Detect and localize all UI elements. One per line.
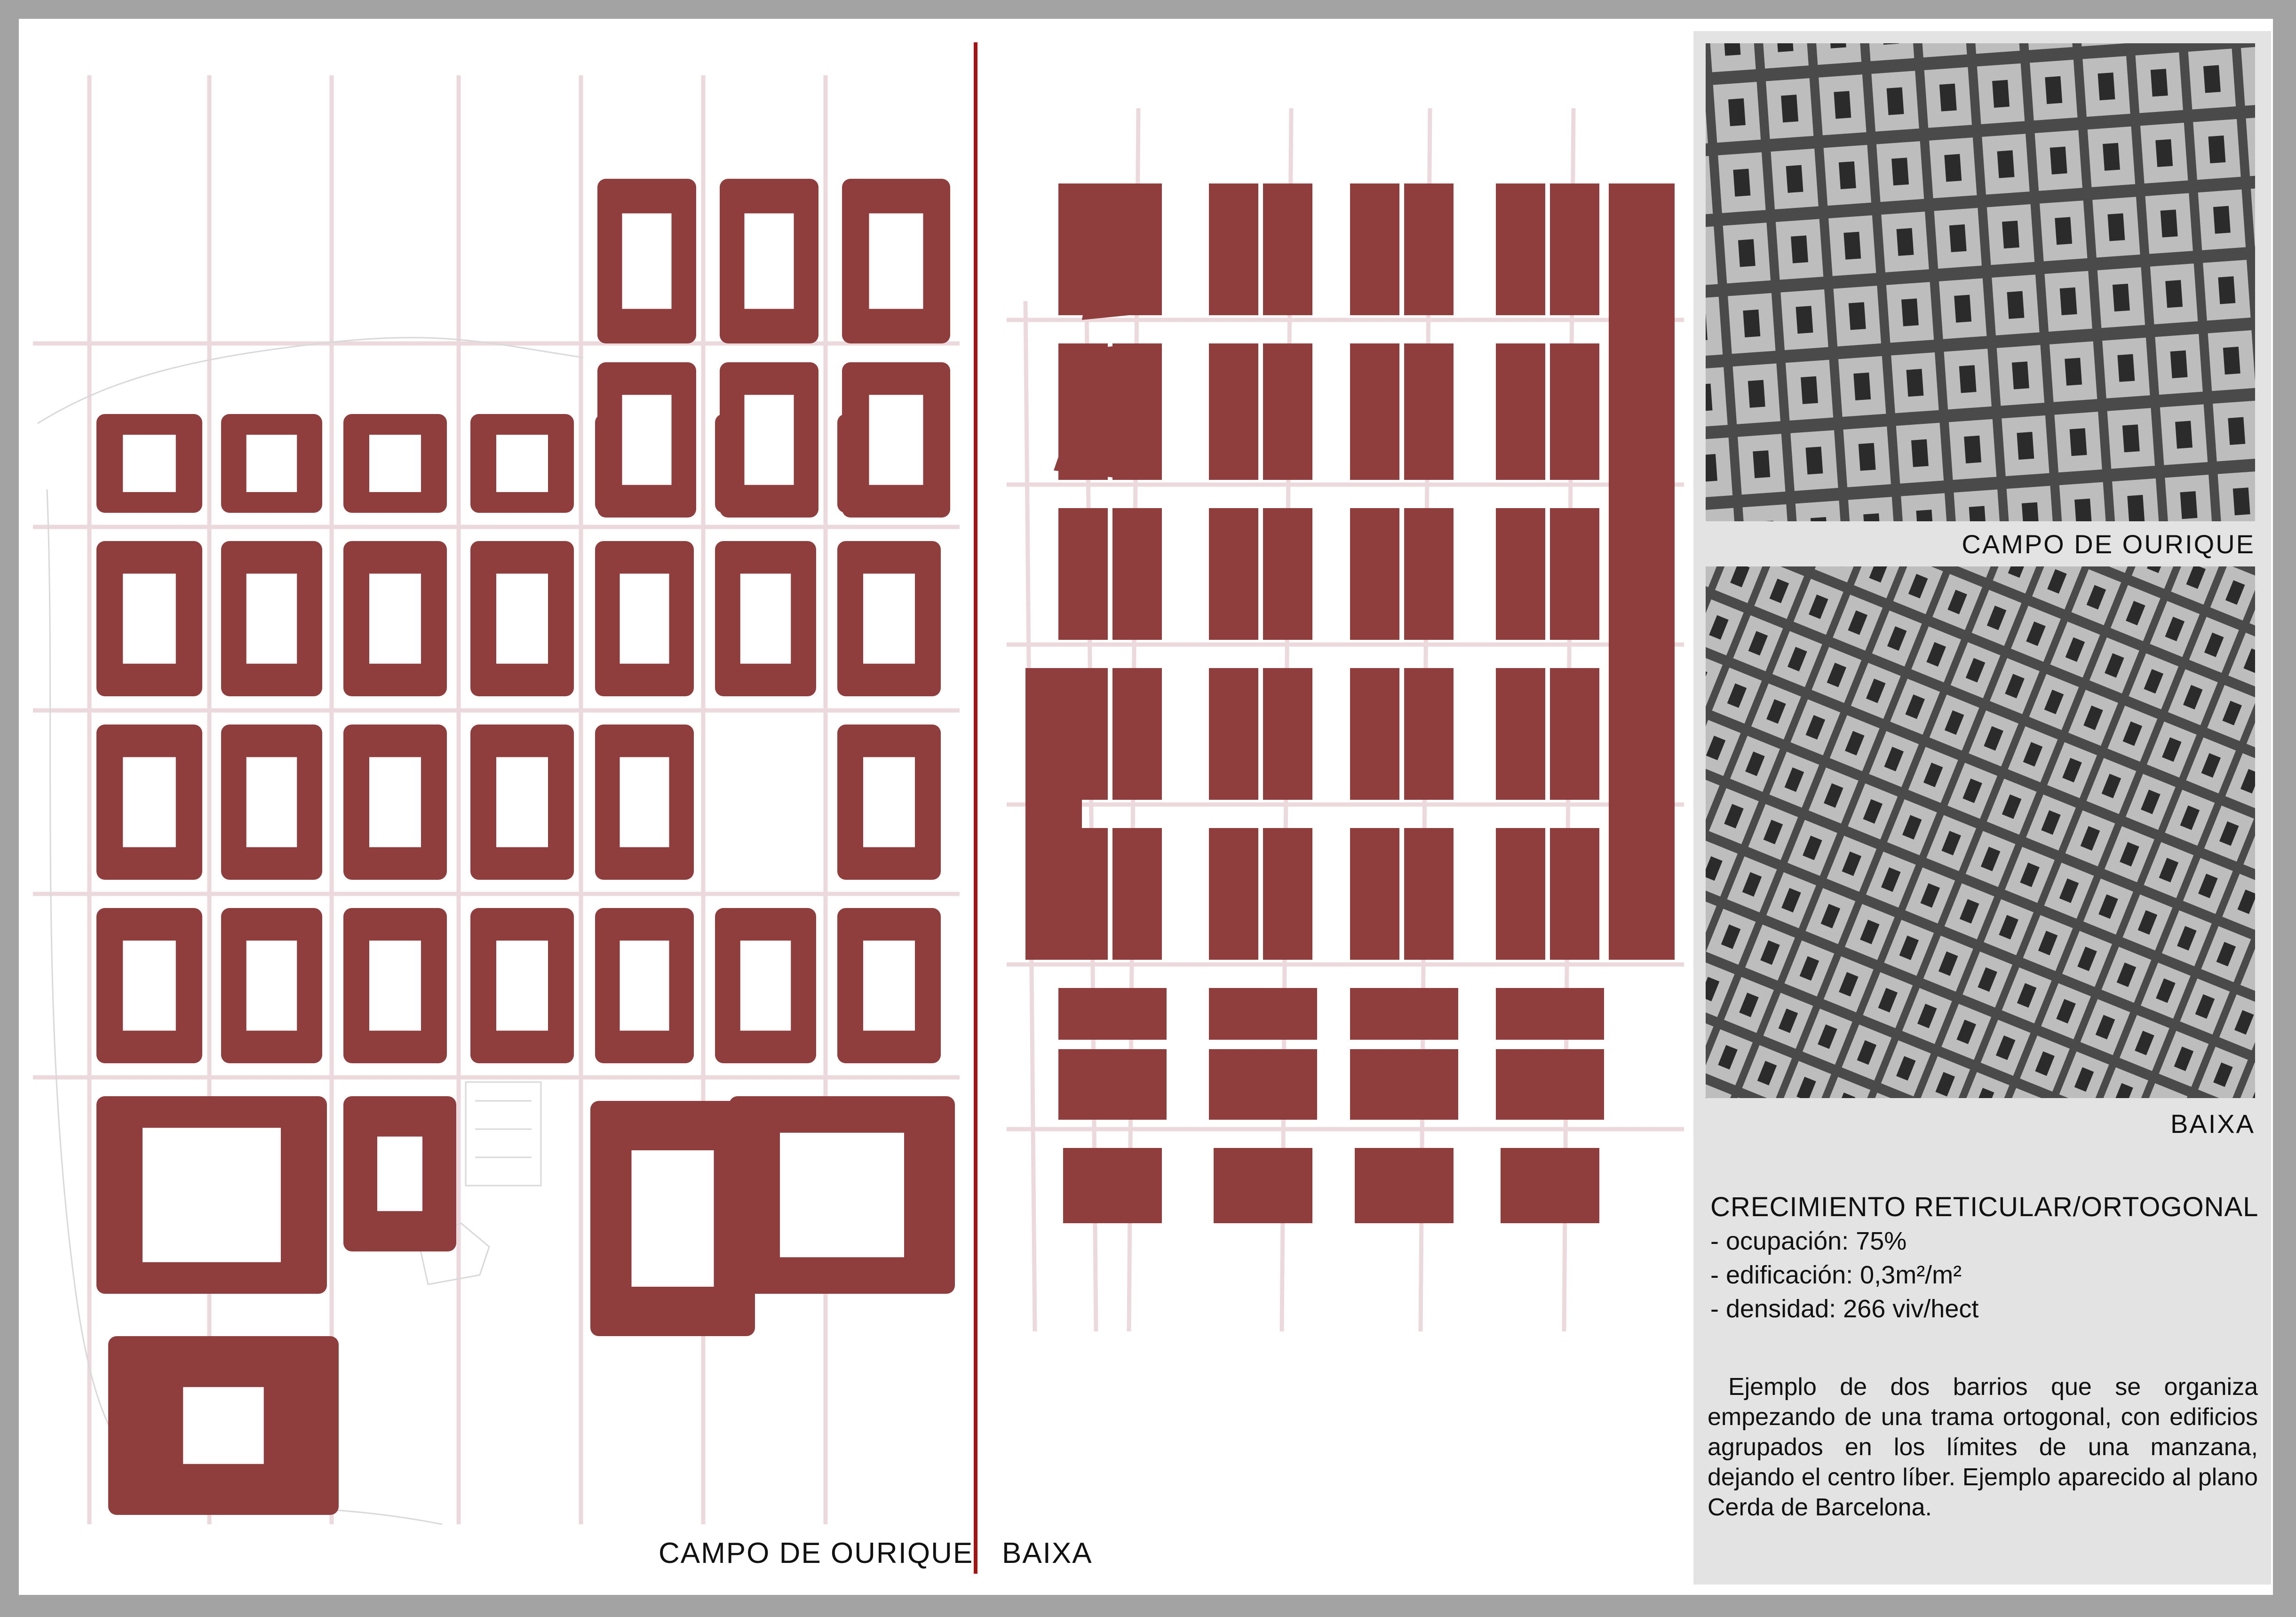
aerial-courtyard [2180, 491, 2198, 519]
campo-block-courtyard [863, 757, 915, 847]
aerial-courtyard [2065, 358, 2082, 385]
aerial-courtyard [1781, 95, 1798, 122]
campo-block-courtyard [496, 574, 548, 663]
aerial-courtyard [1969, 506, 1986, 521]
aerial-courtyard [1897, 228, 1914, 256]
baixa-block [1214, 1148, 1312, 1223]
campo-block-courtyard [369, 757, 421, 847]
aerial-courtyard [1834, 91, 1851, 119]
aerial-courtyard [2127, 495, 2145, 521]
baixa-block [1058, 508, 1108, 640]
aerial-courtyard [1743, 310, 1760, 337]
baixa-block [1263, 668, 1312, 800]
aerial-courtyard [1843, 232, 1861, 260]
aerial-courtyard [2161, 210, 2178, 238]
baixa-block [1496, 668, 1545, 800]
aerial-roof [1706, 508, 1738, 521]
campo-block-courtyard [869, 214, 923, 309]
aerial-courtyard [1801, 376, 1818, 404]
campo-block-courtyard [780, 1133, 904, 1258]
baixa-block [1404, 668, 1454, 800]
baixa-block [1550, 343, 1599, 480]
campo-block-courtyard [740, 574, 791, 663]
urban-block-plans [19, 19, 1684, 1595]
baixa-block [1350, 668, 1399, 800]
baixa-block [1209, 988, 1317, 1040]
aerial-courtyard [1839, 161, 1856, 189]
aerial-courtyard [1706, 454, 1717, 482]
aerial-roof [1867, 43, 1914, 61]
aerial-courtyard [2098, 72, 2115, 100]
baixa-block [1404, 828, 1454, 960]
campo-block-courtyard [377, 1137, 422, 1211]
baixa-block [1209, 508, 1258, 640]
stat-densidad: - densidad: 266 viv/hect [1710, 1295, 1979, 1323]
baixa-block [1058, 988, 1167, 1040]
baixa-block [1550, 183, 1599, 315]
campo-block-courtyard [123, 574, 176, 663]
baixa-block [1350, 828, 1399, 960]
campo-block-courtyard [246, 940, 297, 1030]
aerial-courtyard [2223, 347, 2240, 374]
aerial-courtyard [2022, 502, 2039, 521]
baixa-block [1112, 828, 1162, 960]
baixa-block [1350, 1049, 1458, 1120]
aerial-courtyard [1901, 298, 1919, 326]
outskirts-line [38, 338, 583, 423]
aerial-courtyard [1796, 306, 1813, 334]
baixa-block [1496, 343, 1545, 480]
aerial-courtyard [1891, 158, 1909, 185]
aerial-courtyard [2233, 487, 2250, 515]
baixa-block [1350, 988, 1458, 1040]
baixa-block [1355, 1148, 1454, 1223]
baixa-block [1496, 828, 1545, 960]
campo-block-courtyard [246, 757, 297, 847]
campo-block-courtyard [740, 940, 791, 1030]
baixa-block [1209, 668, 1258, 800]
drawing-sheet [19, 19, 2273, 1595]
aerial-courtyard [2117, 354, 2135, 382]
aerial-courtyard [1911, 439, 1929, 467]
campo-block-courtyard [632, 1150, 714, 1287]
campo-block-courtyard [620, 940, 669, 1030]
campo-block-courtyard [369, 940, 421, 1030]
aerial-courtyard [1791, 235, 1808, 263]
aerial-courtyard [2165, 280, 2183, 308]
description-paragraph: Ejemplo de dos barrios que se organiza empezando de una trama ortogonal, con edificios agrupados en los límites de una manzana, dejando el centro líber. Ejemplo aparecido al plano Cerda de Barcelona. [1708, 1373, 2258, 1521]
photo-caption-baixa: BAIXA [2170, 1109, 2255, 1139]
aerial-courtyard [2103, 143, 2120, 171]
baixa-block [1063, 1148, 1162, 1223]
aerial-courtyard [2175, 421, 2193, 448]
stat-edificacion: - edificación: 0,3m²/m² [1710, 1261, 1962, 1289]
campo-block-courtyard [246, 435, 297, 492]
baixa-block [1112, 508, 1162, 640]
campo-block-courtyard [123, 940, 176, 1030]
campo-block-courtyard [183, 1387, 264, 1464]
campo-block-courtyard [620, 574, 669, 663]
aerial-courtyard [2151, 69, 2168, 96]
campo-block-courtyard [369, 574, 421, 663]
aerial-courtyard [1863, 513, 1881, 521]
aerial-courtyard [1849, 302, 1866, 330]
aerial-courtyard [1786, 165, 1803, 193]
aerial-courtyard [1853, 373, 1871, 400]
aerial-courtyard [1954, 295, 1971, 323]
aerial-courtyard [1939, 84, 1957, 112]
baixa-block [1550, 668, 1599, 800]
aerial-courtyard [1738, 239, 1756, 267]
campo-block-courtyard [620, 757, 669, 847]
baixa-block [1496, 183, 1545, 315]
aerial-photo-campo-de-ourique [1706, 43, 2255, 521]
baixa-block [1501, 1148, 1599, 1223]
baixa-block [1496, 508, 1545, 640]
aerial-courtyard [2012, 361, 2029, 389]
aerial-courtyard [2060, 287, 2077, 315]
baixa-block [1058, 1049, 1167, 1120]
aerial-courtyard [2213, 206, 2231, 234]
baixa-block [1209, 343, 1258, 480]
campo-block-courtyard [369, 435, 421, 492]
baixa-block [1263, 828, 1312, 960]
aerial-courtyard [1944, 154, 1962, 182]
baixa-block [1496, 988, 1604, 1040]
baixa-block [1263, 343, 1312, 480]
aerial-photo-baixa [1706, 566, 2255, 1098]
aerial-courtyard [2155, 139, 2173, 167]
campo-block-courtyard [863, 940, 915, 1030]
plan-divider-line [974, 42, 977, 1574]
aerial-courtyard [1906, 369, 1923, 397]
campo-block-courtyard [496, 757, 548, 847]
baixa-block [1025, 668, 1082, 960]
baixa-block [1404, 343, 1454, 480]
campo-block-courtyard [622, 395, 672, 485]
aerial-courtyard [1964, 436, 1981, 463]
baixa-block [1209, 1049, 1317, 1120]
aerial-roof [1743, 504, 1790, 521]
aerial-courtyard [2002, 221, 2019, 248]
baixa-block [1209, 828, 1258, 960]
baixa-block [1112, 668, 1162, 800]
campo-block-courtyard [496, 435, 548, 492]
campo-block-courtyard [123, 757, 176, 847]
info-panel [1693, 31, 2271, 1585]
aerial-courtyard [1916, 510, 1933, 521]
aerial-courtyard [2045, 76, 2062, 104]
campo-block-courtyard [246, 574, 297, 663]
campo-block-courtyard [496, 940, 548, 1030]
aerial-courtyard [1733, 169, 1750, 197]
baixa-block [1404, 183, 1454, 315]
outskirts-building [466, 1082, 541, 1186]
aerial-courtyard [2203, 65, 2221, 93]
campo-block-courtyard [745, 214, 794, 309]
baixa-block [1496, 1049, 1604, 1120]
aerial-courtyard [2055, 217, 2072, 245]
aerial-courtyard [1748, 380, 1765, 408]
campo-block-courtyard [143, 1128, 281, 1262]
aerial-courtyard [2070, 428, 2087, 456]
baixa-block [1263, 183, 1312, 315]
aerial-courtyard [2007, 291, 2024, 319]
baixa-block [1350, 508, 1399, 640]
aerial-courtyard [2050, 147, 2067, 175]
campo-block-courtyard [863, 574, 915, 663]
aerial-courtyard [2208, 135, 2225, 163]
aerial-courtyard [2017, 432, 2034, 460]
aerial-courtyard [2218, 276, 2235, 304]
stats-title: CRECIMIENTO RETICULAR/ORTOGONAL [1710, 1192, 2259, 1222]
aerial-courtyard [1997, 150, 2015, 178]
aerial-courtyard [1959, 365, 1977, 393]
photo-caption-campo-de-ourique: CAMPO DE OURIQUE [1962, 529, 2255, 559]
baixa-block [1350, 343, 1399, 480]
baixa-block [1550, 828, 1599, 960]
aerial-courtyard [1992, 80, 2010, 108]
stat-ocupacion: - ocupación: 75% [1710, 1227, 1907, 1255]
aerial-courtyard [1805, 446, 1823, 474]
aerial-courtyard [2228, 417, 2245, 445]
plan-label-baixa: BAIXA [1002, 1537, 1093, 1569]
baixa-block [1263, 508, 1312, 640]
campo-block-courtyard [869, 395, 923, 485]
density-stats [1710, 1190, 2258, 1326]
aerial-courtyard [1728, 98, 1746, 126]
aerial-courtyard [1887, 87, 1904, 115]
plan-label-campo-de-ourique: CAMPO DE OURIQUE [659, 1537, 974, 1569]
campo-block-courtyard [123, 435, 176, 492]
aerial-courtyard [1723, 43, 1740, 56]
campo-block-courtyard [745, 395, 794, 485]
baixa-block [1550, 508, 1599, 640]
aerial-courtyard [1776, 43, 1794, 52]
aerial-courtyard [2122, 424, 2140, 452]
aerial-courtyard [2074, 499, 2092, 521]
aerial-courtyard [2113, 284, 2130, 311]
baixa-block [1209, 183, 1258, 315]
aerial-courtyard [1859, 443, 1876, 470]
baixa-block [1609, 183, 1675, 960]
campo-block-courtyard [622, 214, 672, 309]
baixa-block [1350, 183, 1399, 315]
aerial-courtyard [1753, 450, 1770, 478]
aerial-courtyard [2170, 350, 2188, 378]
baixa-block [1404, 508, 1454, 640]
aerial-courtyard [1949, 224, 1967, 252]
aerial-courtyard [2107, 213, 2125, 241]
